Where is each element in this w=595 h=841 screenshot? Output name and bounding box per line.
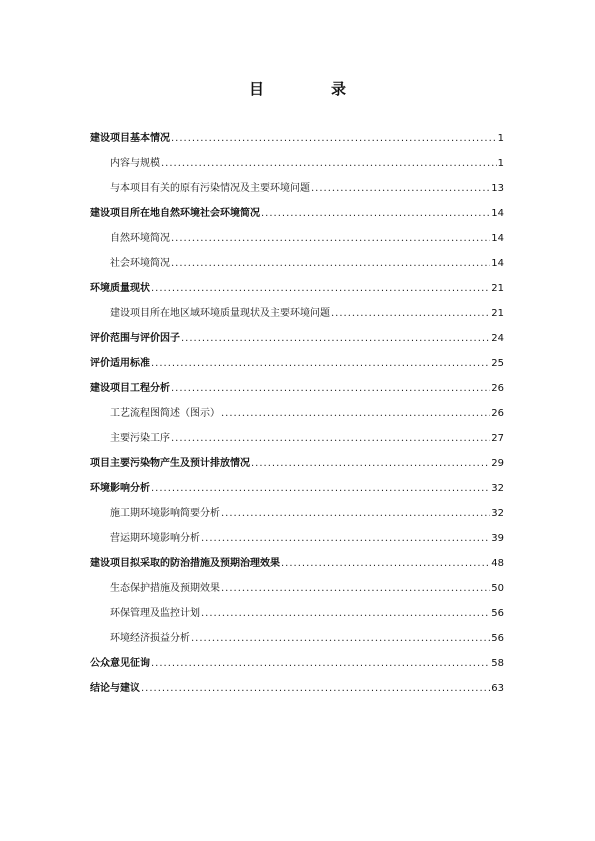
toc-page-number: 32 — [491, 508, 504, 519]
toc-entry-text: 建设项目基本情况 — [90, 133, 170, 144]
toc-dot-leader — [311, 181, 490, 197]
toc-entry-section[interactable] — [90, 181, 504, 206]
toc-entry-text: 环保管理及监控计划 — [110, 608, 200, 619]
toc-page-number: 25 — [491, 358, 504, 369]
toc-page-number: 27 — [491, 433, 504, 444]
toc-page-number: 14 — [491, 258, 504, 269]
toc-page-number: 29 — [491, 458, 504, 469]
toc-dot-leader — [151, 281, 490, 297]
toc-entry-section[interactable] — [90, 606, 504, 631]
toc-entry-chapter[interactable] — [90, 681, 504, 706]
toc-entry-text: 项目主要污染物产生及预计排放情况 — [90, 458, 250, 469]
toc-entry-section[interactable] — [90, 631, 504, 656]
toc-dot-leader — [171, 256, 490, 272]
toc-page-number: 32 — [491, 483, 504, 494]
toc-entry-section[interactable] — [90, 531, 504, 556]
toc-page-number: 50 — [491, 583, 504, 594]
toc-page-number: 21 — [491, 283, 504, 294]
toc-dot-leader — [181, 331, 490, 347]
toc-page-number: 56 — [491, 633, 504, 644]
toc-entry-text: 建设项目工程分析 — [90, 383, 170, 394]
toc-entry-section[interactable] — [90, 231, 504, 256]
toc-page-number: 1 — [497, 158, 504, 169]
toc-page-number: 26 — [491, 383, 504, 394]
toc-entry-text: 与本项目有关的原有污染情况及主要环境问题 — [110, 183, 310, 194]
toc-entry-section[interactable] — [90, 256, 504, 281]
toc-entry-text: 施工期环境影响简要分析 — [110, 508, 220, 519]
toc-entry-chapter[interactable] — [90, 206, 504, 231]
toc-entry-text: 环境质量现状 — [90, 283, 150, 294]
toc-entry-text: 评价范围与评价因子 — [90, 333, 180, 344]
toc-page-number: 1 — [497, 133, 504, 144]
toc-entry-text: 社会环境简况 — [110, 258, 170, 269]
toc-page-number: 56 — [491, 608, 504, 619]
toc-dot-leader — [201, 531, 490, 547]
toc-page-number: 63 — [491, 683, 504, 694]
toc-dot-leader — [221, 406, 490, 422]
toc-entry-text: 建设项目拟采取的防治措施及预期治理效果 — [90, 558, 280, 569]
toc-dot-leader — [171, 431, 490, 447]
toc-dot-leader — [331, 306, 490, 322]
toc-dot-leader — [151, 656, 490, 672]
toc-dot-leader — [261, 206, 490, 222]
toc-entry-section[interactable] — [90, 156, 504, 181]
toc-dot-leader — [251, 456, 490, 472]
toc-entry-chapter[interactable] — [90, 281, 504, 306]
toc-page-number: 14 — [491, 208, 504, 219]
toc-entry-text: 建设项目所在地自然环境社会环境简况 — [90, 208, 260, 219]
toc-entry-text: 自然环境简况 — [110, 233, 170, 244]
toc-entry-section[interactable] — [90, 431, 504, 456]
toc-dot-leader — [151, 356, 490, 372]
toc-entry-chapter[interactable] — [90, 556, 504, 581]
toc-entry-text: 生态保护措施及预期效果 — [110, 583, 220, 594]
toc-entry-chapter[interactable] — [90, 356, 504, 381]
toc-entry-chapter[interactable] — [90, 456, 504, 481]
toc-entry-chapter[interactable] — [90, 331, 504, 356]
toc-entry-section[interactable] — [90, 406, 504, 431]
toc-dot-leader — [171, 131, 497, 147]
toc-entry-section[interactable] — [90, 306, 504, 331]
toc-dot-leader — [141, 681, 490, 697]
toc-page-number: 21 — [491, 308, 504, 319]
toc-entry-section[interactable] — [90, 506, 504, 531]
toc-entry-text: 评价适用标准 — [90, 358, 150, 369]
toc-entry-text: 结论与建议 — [90, 683, 140, 694]
toc-entry-text: 营运期环境影响分析 — [110, 533, 200, 544]
toc-entry-chapter[interactable] — [90, 381, 504, 406]
toc-dot-leader — [151, 481, 490, 497]
toc-entry-text: 建设项目所在地区域环境质量现状及主要环境问题 — [110, 308, 330, 319]
toc-entry-chapter[interactable] — [90, 131, 504, 156]
toc-dot-leader — [221, 506, 490, 522]
toc-dot-leader — [161, 156, 497, 172]
toc-page-number: 39 — [491, 533, 504, 544]
toc-dot-leader — [281, 556, 490, 572]
table-of-contents — [90, 131, 504, 706]
toc-entry-text: 工艺流程图简述（图示） — [110, 408, 220, 419]
toc-entry-text: 主要污染工序 — [110, 433, 170, 444]
toc-dot-leader — [171, 381, 490, 397]
toc-entry-text: 公众意见征询 — [90, 658, 150, 669]
toc-page-number: 14 — [491, 233, 504, 244]
toc-title: 目 录 — [248, 80, 372, 98]
toc-entry-text: 内容与规模 — [110, 158, 160, 169]
toc-page-number: 24 — [491, 333, 504, 344]
toc-entry-text: 环境影响分析 — [90, 483, 150, 494]
toc-dot-leader — [201, 606, 490, 622]
toc-page-number: 48 — [491, 558, 504, 569]
toc-page-number: 26 — [491, 408, 504, 419]
toc-entry-section[interactable] — [90, 581, 504, 606]
toc-dot-leader — [191, 631, 490, 647]
toc-page-number: 13 — [491, 183, 504, 194]
toc-entry-chapter[interactable] — [90, 481, 504, 506]
toc-dot-leader — [221, 581, 490, 597]
toc-entry-text: 环境经济损益分析 — [110, 633, 190, 644]
toc-page-number: 58 — [491, 658, 504, 669]
toc-entry-chapter[interactable] — [90, 656, 504, 681]
toc-dot-leader — [171, 231, 490, 247]
